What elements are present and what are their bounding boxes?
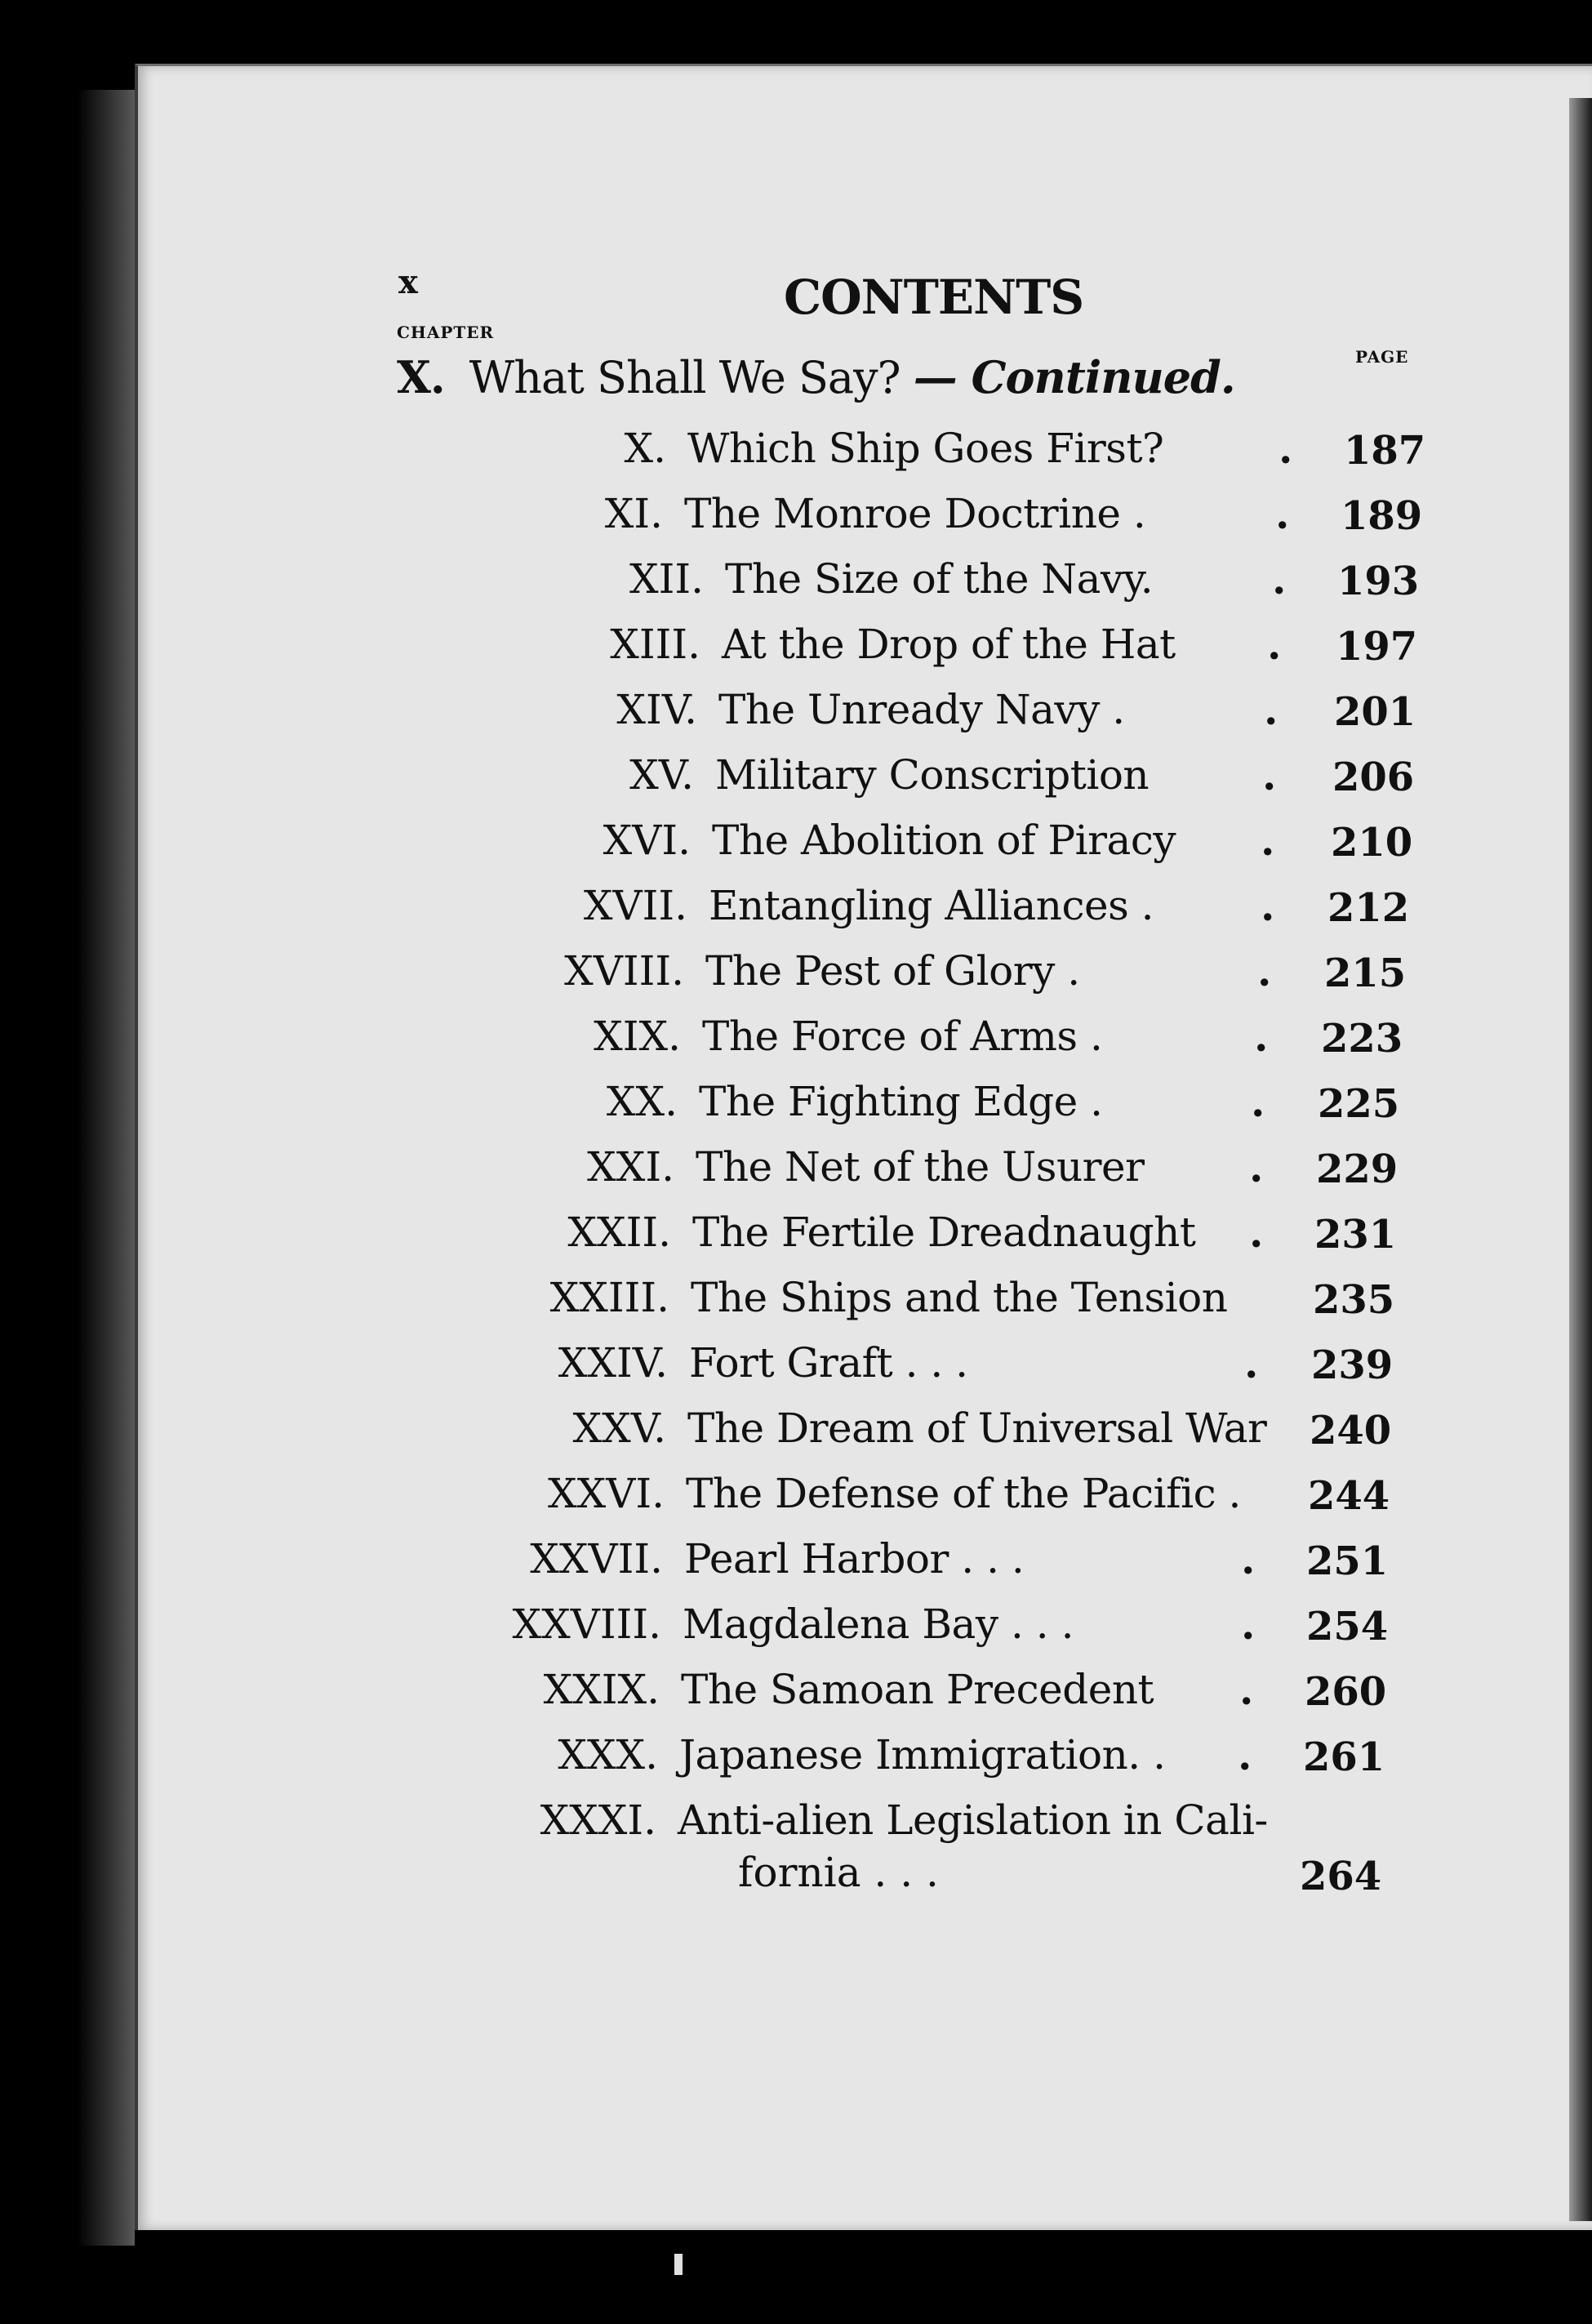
page-column-label: PAGE [1355, 347, 1409, 367]
chapter-title: The Size of the Navy. [725, 555, 1154, 603]
leader-dot: . [1267, 621, 1282, 669]
chapter-number: XVIII. [564, 947, 684, 995]
chapter-number: XXIII. [549, 1274, 669, 1321]
chapter-title-line2: fornia . . . [738, 1849, 939, 1896]
page-number: 215 [1324, 951, 1407, 996]
toc-entry [548, 1470, 1390, 1529]
chapter-number: XIV. [616, 686, 697, 733]
page-number: 187 [1344, 428, 1426, 474]
page-number: 223 [1321, 1016, 1403, 1062]
chapter-number: XVI. [603, 817, 691, 864]
chapter-number: XXXI. [540, 1796, 656, 1844]
chapter-number: XXI. [587, 1143, 674, 1191]
chapter-number: XII. [629, 555, 704, 603]
folio-number: x [398, 263, 418, 301]
chapter-number: XXV. [572, 1405, 666, 1452]
page-number: 240 [1310, 1408, 1392, 1454]
chapter-number: XXII. [567, 1209, 671, 1256]
chapter-number: XXVIII. [512, 1601, 661, 1648]
toc-entry [572, 1405, 1392, 1463]
page-number: 261 [1303, 1734, 1385, 1780]
page-number: 201 [1334, 689, 1416, 735]
leader-dot: . [1244, 1339, 1259, 1387]
toc-entry [558, 1339, 1394, 1398]
chapter-number: XVII. [583, 882, 687, 929]
page-number: 197 [1336, 624, 1418, 670]
toc-entry [606, 1078, 1400, 1137]
leader-dot: . [1278, 425, 1293, 473]
chapter-title: The Force of Arms . [702, 1013, 1103, 1060]
main-chapter-title: What Shall We Say? [469, 352, 901, 403]
toc-entry [603, 817, 1413, 875]
chapter-title: The Samoan Precedent [681, 1666, 1154, 1713]
leader-dot: . [1251, 1078, 1265, 1126]
chapter-number: XXIV. [558, 1339, 668, 1387]
toc-entry [564, 947, 1407, 1006]
toc-entry [629, 555, 1420, 614]
toc-entry [616, 686, 1416, 745]
page-number: 206 [1332, 755, 1415, 800]
chapter-title: The Dream of Universal War [687, 1405, 1267, 1452]
main-chapter-entry [397, 351, 1235, 403]
page-number: 239 [1311, 1342, 1394, 1388]
page-title: CONTENTS [784, 269, 1084, 325]
chapter-title: The Fertile Dreadnaught [692, 1209, 1196, 1256]
toc-entry [624, 425, 1426, 483]
toc-entry [604, 490, 1423, 549]
main-chapter-number: X. [397, 351, 445, 403]
toc-entry [610, 621, 1418, 679]
leader-dot: . [1241, 1601, 1256, 1649]
leader-dot: . [1239, 1666, 1254, 1714]
chapter-title: The Monroe Doctrine . [684, 490, 1146, 537]
toc-entry [558, 1731, 1385, 1790]
leader-dot: . [1249, 1143, 1264, 1191]
chapter-title: The Defense of the Pacific . [686, 1470, 1241, 1517]
toc-entry [629, 751, 1415, 810]
chapter-number: XXIX. [543, 1666, 660, 1713]
chapter-title: At the Drop of the Hat [722, 621, 1176, 668]
toc-entry [567, 1209, 1397, 1267]
chapter-number: XIX. [594, 1013, 681, 1060]
page-number: 264 [1300, 1854, 1382, 1899]
leader-dot: . [1261, 817, 1275, 865]
leader-dot: . [1254, 1013, 1269, 1061]
leader-dot: . [1275, 490, 1290, 538]
page-number: 254 [1306, 1604, 1389, 1650]
chapter-number: XV. [629, 751, 694, 799]
page-number: 251 [1306, 1538, 1389, 1584]
chapter-title: Fort Graft . . . [689, 1339, 968, 1387]
chapter-title: Japanese Immigration. . [679, 1731, 1166, 1779]
chapter-title: The Net of the Usurer [696, 1143, 1145, 1191]
toc-entry [594, 1013, 1403, 1071]
leader-dot: . [1257, 947, 1272, 995]
chapter-number: X. [624, 425, 666, 472]
chapter-number: XXVI. [548, 1470, 665, 1517]
leader-dot: . [1249, 1209, 1264, 1257]
chapter-title: The Unready Navy . [718, 686, 1125, 733]
chapter-number: XI. [604, 490, 663, 537]
chapter-title: Entangling Alliances . [709, 882, 1154, 929]
chapter-number: XXVII. [530, 1535, 663, 1583]
toc-entry [530, 1535, 1389, 1594]
chapter-title: Anti-alien Legislation in Cali- [678, 1796, 1268, 1844]
page-number: 212 [1327, 885, 1410, 931]
chapter-title: Magdalena Bay . . . [683, 1601, 1074, 1648]
page-number: 193 [1337, 559, 1420, 604]
chapter-number: XXX. [558, 1731, 658, 1779]
chapter-number: XIII. [610, 621, 700, 668]
main-chapter-continued: — Continued. [913, 351, 1235, 403]
leader-dot: . [1264, 686, 1278, 734]
leader-dot: . [1262, 751, 1277, 799]
leader-dot: . [1261, 882, 1275, 930]
page-number: 229 [1316, 1146, 1399, 1192]
page-number: 231 [1314, 1212, 1397, 1258]
toc-entry [543, 1666, 1387, 1725]
chapter-column-label: CHAPTER [397, 323, 495, 342]
leader-dot: . [1238, 1731, 1252, 1779]
page-number: 244 [1308, 1473, 1390, 1519]
page-number: 189 [1341, 493, 1423, 539]
chapter-title: The Fighting Edge . [699, 1078, 1103, 1125]
page-number: 210 [1331, 820, 1413, 866]
toc-entry-continuation [738, 1849, 939, 1896]
page-number: 260 [1305, 1669, 1387, 1715]
chapter-title: The Ships and the Tension [691, 1274, 1228, 1321]
chapter-title: Pearl Harbor . . . [684, 1535, 1025, 1583]
chapter-title: The Abolition of Piracy [712, 817, 1176, 864]
page-number: 225 [1318, 1081, 1400, 1127]
chapter-title: The Pest of Glory . [705, 947, 1080, 995]
chapter-title: Which Ship Goes First? [687, 425, 1164, 472]
page-number: 235 [1313, 1277, 1395, 1323]
leader-dot: . [1241, 1535, 1256, 1583]
chapter-number: XX. [606, 1078, 678, 1125]
chapter-title: Military Conscription [715, 751, 1150, 799]
leader-dot: . [1272, 555, 1287, 603]
